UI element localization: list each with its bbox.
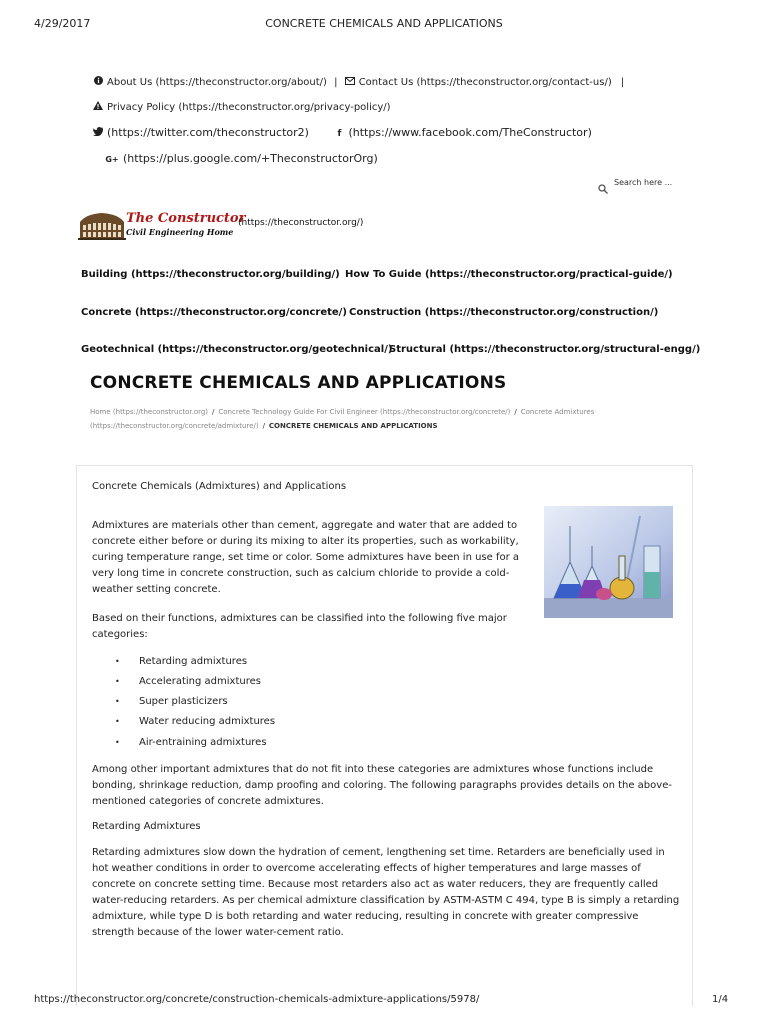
breadcrumb-current: CONCRETE CHEMICALS AND APPLICATIONS	[268, 422, 438, 430]
google-link[interactable]: (https://plus.google.com/+TheconstructorOrg)	[123, 152, 378, 165]
logo-subtitle: Civil Engineering Home	[126, 227, 234, 237]
breadcrumb-home[interactable]: Home (https://theconstructor.org)	[90, 408, 209, 416]
list-item: • Retarding admixtures	[139, 656, 247, 667]
social-row	[93, 126, 592, 139]
top-links-row	[93, 76, 624, 88]
facebook-icon[interactable]: f	[337, 129, 342, 139]
list-item: • Air-entraining admixtures	[139, 737, 267, 748]
google-plus-icon[interactable]: G+	[105, 155, 119, 164]
page-title: CONCRETE CHEMICALS AND APPLICATIONS	[90, 373, 507, 393]
warning-icon	[93, 101, 103, 113]
nav-construction[interactable]: Construction (https://theconstructor.org/construction/)	[349, 307, 659, 318]
article-heading: Concrete Chemicals (Admixtures) and Applications	[92, 481, 347, 492]
about-link[interactable]: About Us (https://theconstructor.org/about/)	[107, 77, 327, 88]
breadcrumb-admixtures[interactable]: Concrete Admixtures (https://theconstructor.org/concrete/admixture/)	[90, 408, 595, 430]
privacy-row	[93, 101, 391, 113]
top-links-separator: |	[620, 77, 625, 88]
lab-flasks-image	[544, 506, 673, 618]
print-title: CONCRETE CHEMICALS AND APPLICATIONS	[265, 17, 503, 30]
privacy-link[interactable]: Privacy Policy (https://theconstructor.org/privacy-policy/)	[107, 102, 391, 113]
nav-building[interactable]: Building (https://theconstructor.org/building/)	[81, 269, 340, 280]
other-admixtures-paragraph: Among other important admixtures that do not fit into these categories are admixtures whose functions include bonding, shrinkage reduction, damp proofing and coloring. The following paragraphs provides details on the above-mentioned categories of concrete admixtures.	[92, 764, 672, 807]
nav-geotechnical[interactable]: Geotechnical (https://theconstructor.org/geotechnical/)	[81, 344, 393, 355]
intro-paragraph: Admixtures are materials other than cement, aggregate and water that are added to concrete either before or during its mixing to alter its properties, such as workability, curing temperature range, set time or color. Some admixtures have been in use for a very long time in concrete construction, such as calcium chloride to provide a cold-weather setting concrete.	[92, 520, 520, 595]
breadcrumb-separator: /	[514, 408, 517, 416]
search-input[interactable]	[614, 178, 704, 187]
list-item: • Accelerating admixtures	[139, 676, 261, 687]
info-icon	[93, 76, 103, 88]
twitter-link[interactable]: (https://twitter.com/theconstructor2)	[107, 126, 309, 139]
print-page-number: 1/4	[712, 994, 729, 1005]
classification-paragraph: Based on their functions, admixtures can be classified into the following five major categories:	[92, 613, 507, 640]
nav-structural[interactable]: Structural (https://theconstructor.org/structural-engg/)	[389, 344, 701, 355]
list-item: • Water reducing admixtures	[139, 716, 275, 727]
facebook-link[interactable]: (https://www.facebook.com/TheConstructor)	[348, 126, 592, 139]
retarding-heading: Retarding Admixtures	[92, 821, 201, 832]
twitter-icon[interactable]	[93, 127, 103, 139]
top-links-separator: |	[334, 77, 338, 88]
logo-link[interactable]: (https://theconstructor.org/)	[238, 218, 364, 228]
contact-link[interactable]: Contact Us (https://theconstructor.org/contact-us/)	[358, 77, 612, 88]
colosseum-logo-icon	[78, 210, 126, 240]
breadcrumb	[90, 405, 690, 433]
retarding-paragraph: Retarding admixtures slow down the hydration of cement, lengthening set time. Retarders are beneficially used in hot weather conditions in order to overcome accelerating effects of higher temperatures and large masses of concrete on concrete setting time. Because most retarders also act as water reducers, they are frequently called water-reducing retarders. As per chemical admixture classification by ASTM-ASTM C 494, type B is simply a retarding admixture, while type D is both retarding and water reducing, resulting in concrete with greater compressive strength because of the lower water-cement ratio.	[92, 847, 680, 938]
breadcrumb-guide[interactable]: Concrete Technology Guide For Civil Engineer (https://theconstructor.org/concrete/)	[218, 408, 511, 416]
site-logo[interactable]	[78, 207, 246, 241]
list-item: • Super plasticizers	[139, 696, 228, 707]
logo-title: The Constructor	[126, 211, 246, 226]
nav-concrete[interactable]: Concrete (https://theconstructor.org/concrete/)	[81, 307, 347, 318]
print-date: 4/29/2017	[34, 17, 91, 30]
search-icon[interactable]	[598, 179, 608, 198]
google-row	[105, 152, 378, 165]
breadcrumb-separator: /	[262, 422, 265, 430]
envelope-icon	[345, 77, 355, 88]
nav-howto[interactable]: How To Guide (https://theconstructor.org/practical-guide/)	[345, 269, 673, 280]
print-footer-url: https://theconstructor.org/concrete/construction-chemicals-admixture-applications/5978/	[34, 994, 480, 1005]
breadcrumb-separator: /	[212, 408, 215, 416]
